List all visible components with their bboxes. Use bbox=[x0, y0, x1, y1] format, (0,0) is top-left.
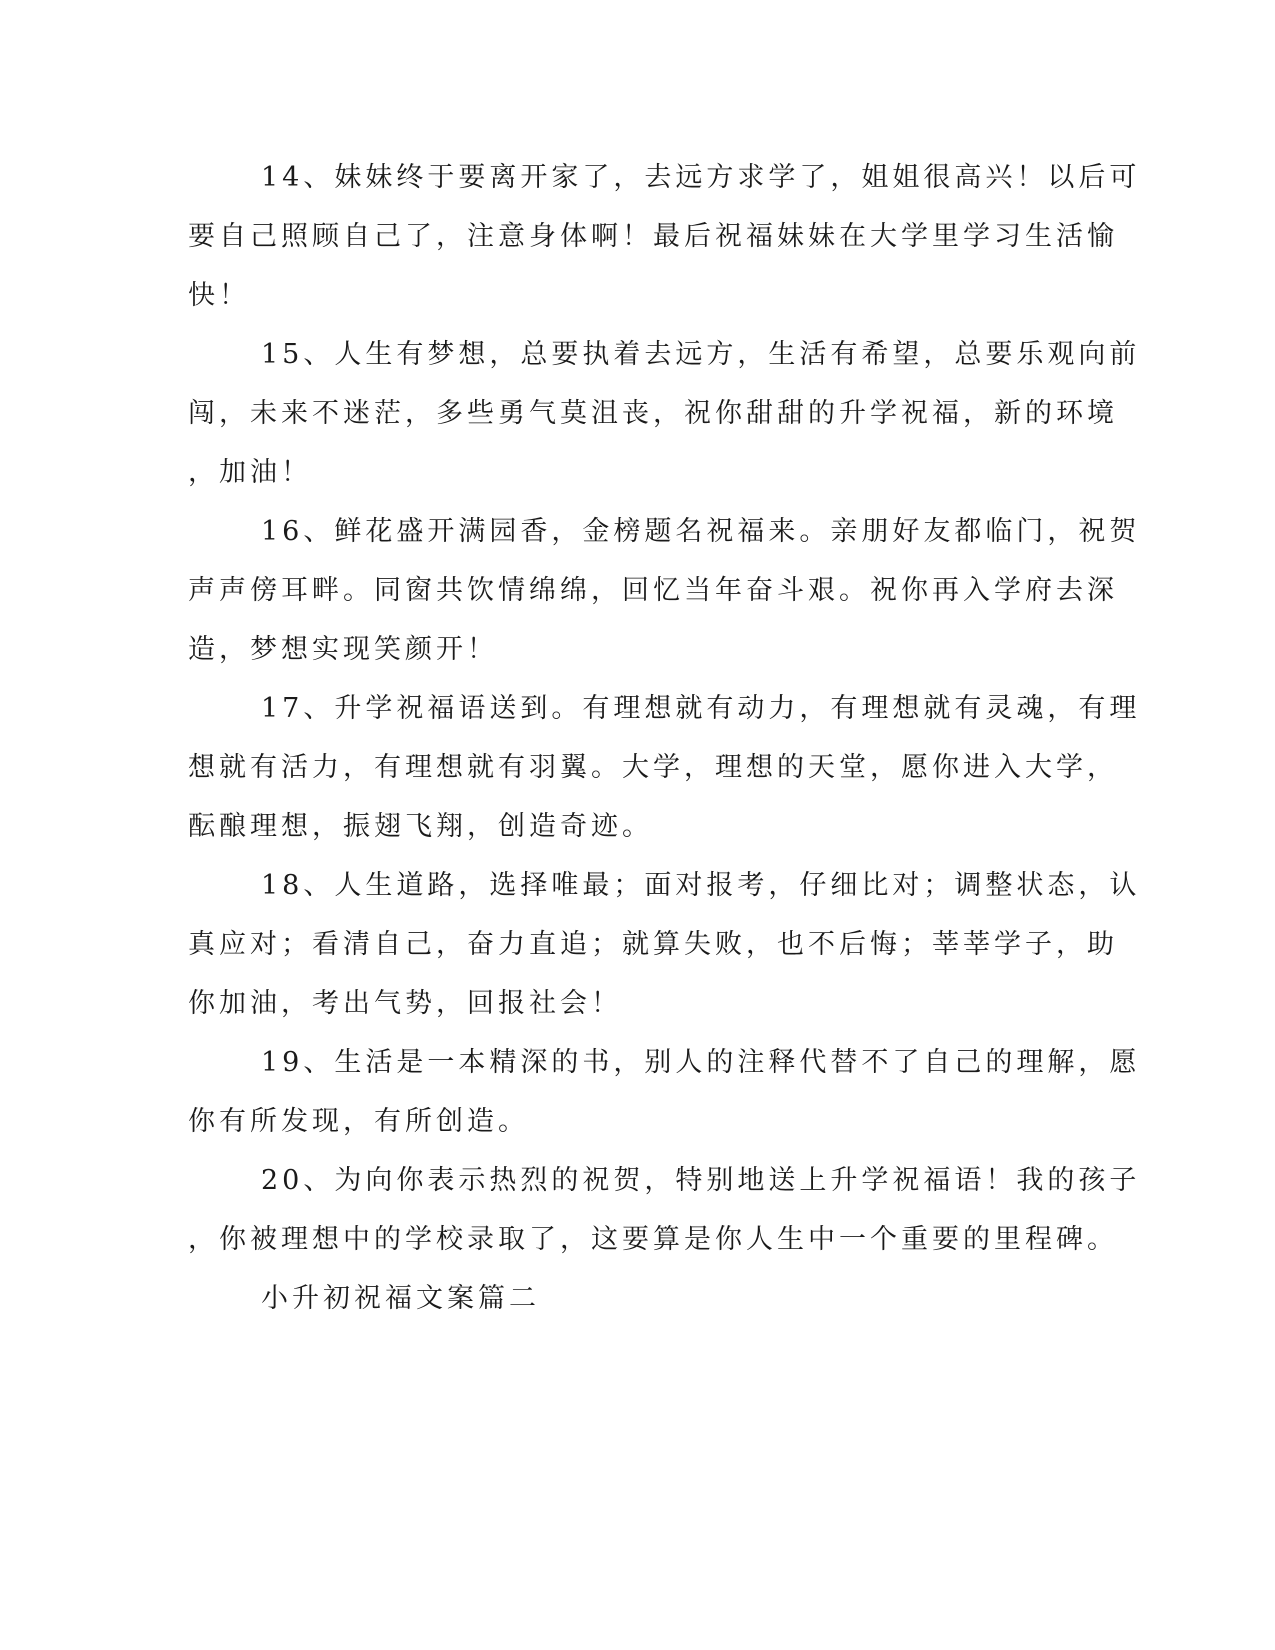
paragraph-17-line-1: 17、升学祝福语送到。有理想就有动力，有理想就有灵魂，有理 bbox=[261, 693, 1141, 724]
paragraph-14-line-2: 要自己照顾自己了，注意身体啊！最后祝福妹妹在大学里学习生活愉 bbox=[188, 221, 1118, 252]
paragraph-15-line-2: 闯，未来不迷茫，多些勇气莫沮丧，祝你甜甜的升学祝福，新的环境 bbox=[188, 398, 1118, 429]
paragraph-18-line-1: 18、人生道路，选择唯最；面对报考，仔细比对；调整状态，认 bbox=[261, 870, 1141, 901]
paragraph-20-line-2: ，你被理想中的学校录取了，这要算是你人生中一个重要的里程碑。 bbox=[188, 1224, 1118, 1255]
paragraph-15-line-3: ，加油！ bbox=[188, 457, 312, 488]
paragraph-17-line-3: 酝酿理想，振翅飞翔，创造奇迹。 bbox=[188, 811, 653, 842]
paragraph-14-line-1: 14、妹妹终于要离开家了，去远方求学了，姐姐很高兴！以后可 bbox=[261, 162, 1141, 193]
paragraph-18-line-3: 你加油，考出气势，回报社会！ bbox=[188, 988, 622, 1019]
paragraph-19-line-1: 19、生活是一本精深的书，别人的注释代替不了自己的理解，愿 bbox=[261, 1047, 1141, 1078]
paragraph-16-line-1: 16、鲜花盛开满园香，金榜题名祝福来。亲朋好友都临门，祝贺 bbox=[261, 516, 1141, 547]
paragraph-15-line-1: 15、人生有梦想，总要执着去远方，生活有希望，总要乐观向前 bbox=[261, 339, 1141, 370]
paragraph-20-line-1: 20、为向你表示热烈的祝贺，特别地送上升学祝福语！我的孩子 bbox=[261, 1165, 1141, 1196]
paragraph-14-line-3: 快！ bbox=[188, 280, 250, 311]
paragraph-18-line-2: 真应对；看清自己，奋力直追；就算失败，也不后悔；莘莘学子，助 bbox=[188, 929, 1118, 960]
paragraph-19-line-2: 你有所发现，有所创造。 bbox=[188, 1106, 529, 1137]
section-heading: 小升初祝福文案篇二 bbox=[261, 1283, 540, 1314]
paragraph-16-line-3: 造，梦想实现笑颜开！ bbox=[188, 634, 498, 665]
paragraph-16-line-2: 声声傍耳畔。同窗共饮情绵绵，回忆当年奋斗艰。祝你再入学府去深 bbox=[188, 575, 1118, 606]
paragraph-17-line-2: 想就有活力，有理想就有羽翼。大学，理想的天堂，愿你进入大学， bbox=[188, 752, 1118, 783]
